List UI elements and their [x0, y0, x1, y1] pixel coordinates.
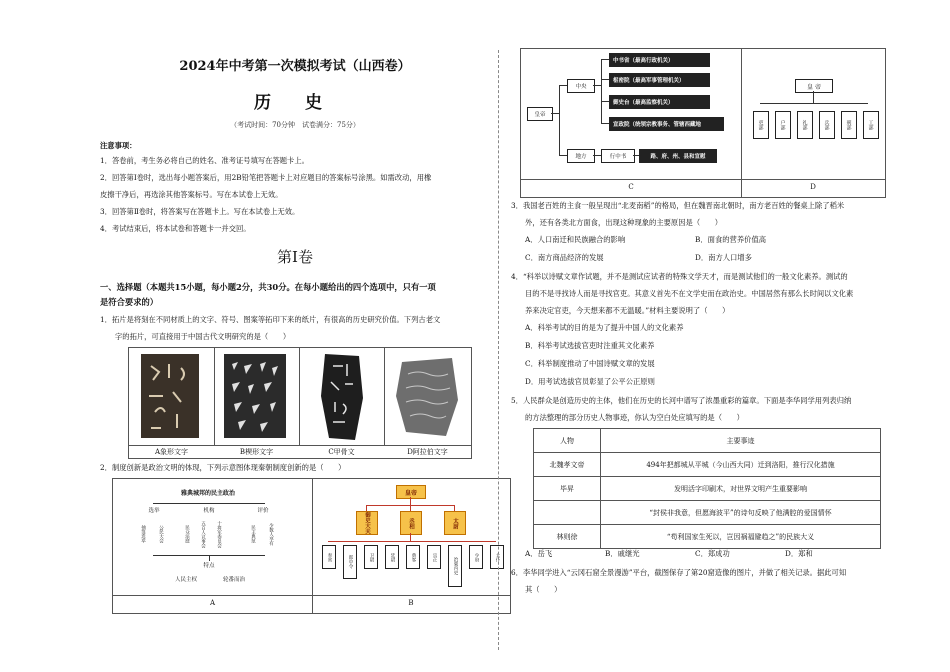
table-row — [534, 477, 881, 501]
q3-option-d[interactable]: D．南方人口增多 — [695, 253, 752, 262]
diagram-d-ministry: 吏部 — [753, 111, 769, 139]
q1-stem: 1．拓片是将刻在不同材质上的文字、符号、图案等拓印下来的纸片，有很高的历史研究价值。下列古老文 — [100, 315, 441, 324]
q1-option-d[interactable]: D阿拉伯文字 — [407, 448, 448, 456]
q1-stem-cont: 字的拓片，可直接用于中国古代文明研究的是（ ） — [115, 332, 291, 341]
pictograph-rubbing-icon — [129, 348, 214, 445]
diagram-d-ministry: 户部 — [775, 111, 791, 139]
table-cell: 北魏孝文帝 — [534, 453, 601, 477]
table-cell: 毕昇 — [534, 477, 601, 501]
q5-table — [533, 428, 881, 549]
exam-title: 2024年中考第一次模拟考试（山西卷） — [179, 59, 411, 74]
q1-option-c[interactable]: C甲骨文 — [328, 448, 355, 456]
q4-option-a[interactable]: A．科举考试的目的是为了提升中国人的文化素养 — [525, 323, 684, 332]
q5-option-d[interactable]: D．郑和 — [785, 549, 813, 558]
diagram-c-root: 皇帝 — [527, 107, 553, 121]
yuan-administration-diagram — [521, 49, 741, 179]
table-header: 主要事迹 — [601, 429, 881, 453]
q1-option-a[interactable]: A象形文字 — [154, 448, 189, 456]
diagram-a-col: 少数人享有 — [267, 519, 274, 549]
diagram-b-mid: 御史大夫 — [356, 511, 378, 535]
table-cell-blank — [534, 501, 601, 525]
branch-label: 机构 — [201, 506, 217, 514]
q6-stem-cont: 其（ ） — [525, 585, 562, 594]
q1-image-a — [129, 348, 215, 445]
column-divider — [498, 50, 499, 650]
table-cell: “封侯非我意，但愿海波平”的诗句反映了他满腔的爱国情怀 — [601, 501, 881, 525]
exam-info: （考试时间：70分钟 试卷满分：75分） — [230, 121, 360, 129]
part-one-title: 第Ⅰ卷 — [277, 248, 313, 266]
diagram-b-top: 皇帝 — [396, 485, 426, 499]
diagram-b-official: 宗正 — [427, 545, 441, 569]
diagram-c-organ: 枢密院（最高军事管理机关） — [609, 73, 710, 87]
q3-stem: 3．我国老百姓的主食一般呈现出“北麦南稻”的格局，但在魏晋南北朝时，南方老百姓的餐桌上除了稻米 — [511, 201, 845, 210]
branch-label: 评价 — [255, 506, 271, 514]
diagram-b-official: 奉常 — [322, 545, 336, 569]
q1-image-c — [299, 348, 385, 445]
athens-democracy-diagram — [113, 479, 312, 595]
q4-option-b[interactable]: B．科举考试选拔官吏时注重其文化素养 — [525, 341, 655, 350]
note-item: 4．考试结束后，将本试卷和答题卡一并交回。 — [100, 224, 251, 233]
diagram-a-title: 雅典城邦的民主政治 — [168, 487, 248, 498]
q2-option-c[interactable]: C — [628, 183, 634, 191]
table-cell: 林则徐 — [534, 525, 601, 549]
diagram-a-col: 民主典范 — [249, 519, 256, 549]
diagram-a-bottom: 人民主权 — [171, 575, 201, 583]
section-heading: 一、选择题（本题共15小题，每小题2分，共30分。在每小题给出的四个选项中，只有一项 — [100, 282, 436, 292]
q5-stem-cont: 的方法整理的部分历史人物事迹，你认为空白处应填写的是（ ） — [525, 413, 744, 422]
diagram-c-province: 行中书 — [601, 149, 635, 163]
q5-stem: 5．人民群众是创造历史的主体，他们在历史的长河中谱写了浓墨重彩的篇章。下面是李华同学用列表归纳 — [511, 396, 852, 405]
diagram-c-local: 地方 — [567, 149, 595, 163]
diagram-b-official: 太仆 — [490, 545, 504, 569]
table-cell: 发明活字印刷术，对世界文明产生重要影响 — [601, 477, 881, 501]
note-item: 1．答卷前，考生务必将自己的姓名、准考证号填写在答题卡上。 — [100, 156, 309, 165]
diagram-c-subunits: 路、府、州、县和宣慰 — [639, 149, 717, 163]
q1-image-d — [384, 348, 471, 445]
q2-diagram-cd — [520, 48, 886, 198]
diagram-b-official: 少府 — [469, 545, 483, 569]
table-header-row — [534, 429, 881, 453]
note-item: 3．回答第Ⅱ卷时，将答案写在答题卡上。写在本试卷上无效。 — [100, 207, 300, 216]
diagram-d-ministry: 刑部 — [841, 111, 857, 139]
table-row — [534, 501, 881, 525]
oracle-bone-rubbing-icon — [299, 348, 384, 445]
diagram-a-col: 五百人议事会 — [200, 520, 206, 548]
q5-option-b[interactable]: B．戚继光 — [605, 549, 640, 558]
diagram-b-mid: 太尉 — [444, 511, 466, 535]
diagram-b-official: 廷尉 — [385, 545, 399, 569]
q2-diagram-ab — [112, 478, 511, 614]
q4-stem-cont: 目的不是寻找诗人而是寻找官吏。其意义首先不在文学史而在政治史。中国居然有那么长时间以文化素 — [525, 289, 854, 298]
table-cell: “苟利国家生死以，岂因祸福避趋之”的民族大义 — [601, 525, 881, 549]
diagram-a-bottom: 轮番而治 — [219, 575, 249, 583]
q2-stem: 2．制度创新是政治文明的体现，下列示意图体现秦朝制度创新的是（ ） — [100, 463, 346, 472]
qin-central-system-diagram — [312, 479, 510, 595]
q1-image-b — [214, 348, 300, 445]
diagram-b-official: 典客 — [406, 545, 420, 569]
table-row — [534, 453, 881, 477]
diagram-b-official: 治粟内史 — [448, 545, 462, 587]
q5-option-a[interactable]: A．岳飞 — [525, 549, 553, 558]
diagram-a-center: 特点 — [199, 561, 219, 569]
q6-stem: 6．李华同学进入“云冈石窟全景漫游”平台，截图保存了第20窟造像的图片，并做了相关记录。据此可知 — [511, 568, 847, 577]
q3-stem-cont: 外，还有各类北方面食，出现这种现象的主要原因是（ ） — [525, 218, 723, 227]
section-heading-cont: 是符合要求的） — [100, 297, 159, 307]
diagram-a-col: 民众法庭 — [183, 519, 190, 549]
diagram-d-top: 皇 帝 — [795, 79, 833, 93]
q4-stem: 4．“科举以诗赋文章作试题，并不是测试应试者的特殊文学天才，而是测试他们的一般文化素养。测试的 — [511, 272, 848, 281]
diagram-c-center: 中央 — [567, 79, 595, 93]
diagram-b-official: 郎中令 — [343, 545, 357, 579]
table-row — [534, 525, 881, 549]
q3-option-b[interactable]: B．面食的营养价值高 — [695, 235, 767, 244]
table-header: 人物 — [534, 429, 601, 453]
table-cell: 494年把都城从平城（今山西大同）迁到洛阳，推行汉化措施 — [601, 453, 881, 477]
diagram-c-organ: 御史台（最高监察机关） — [609, 95, 710, 109]
q2-option-b[interactable]: B — [408, 599, 414, 607]
diagram-a-col: 公民大会 — [157, 519, 164, 549]
diagram-b-mid: 丞相 — [400, 511, 422, 535]
q2-option-a[interactable]: A — [209, 599, 216, 607]
arabic-script-rubbing-icon — [384, 348, 471, 445]
q4-stem-cont: 养来决定官吏，今天想来都不无温暖。”材料主要说明了（ ） — [525, 306, 730, 315]
q2-option-d[interactable]: D — [810, 183, 816, 191]
diagram-d-ministry: 礼部 — [797, 111, 813, 139]
diagram-d-ministry: 工部 — [863, 111, 879, 139]
q5-option-c[interactable]: C．郑成功 — [695, 549, 730, 558]
diagram-b-official: 卫尉 — [364, 545, 378, 569]
ming-six-ministries-diagram — [741, 49, 885, 179]
q4-option-d[interactable]: D．用考试选拔官员彰显了公平公正原则 — [525, 377, 655, 386]
diagram-c-organ: 宣政院（统领宗教事务、管辖西藏地 — [609, 117, 724, 131]
q3-option-c[interactable]: C．南方商品经济的发展 — [525, 253, 604, 262]
diagram-a-col: 抽签选举 — [139, 519, 146, 549]
diagram-a-col: 十将军委员会 — [216, 520, 222, 548]
q3-option-a[interactable]: A．人口南迁和民族融合的影响 — [525, 235, 626, 244]
diagram-c-organ: 中书省（最高行政机关） — [609, 53, 710, 67]
q1-image-table — [128, 347, 472, 459]
subject-title: 历 史 — [254, 93, 336, 113]
note-item: 2．回答第Ⅰ卷时，选出每小题答案后，用2B铅笔把答题卡上对应题目的答案标号涂黑。如需改动，用橡 — [100, 173, 432, 182]
cuneiform-rubbing-icon — [214, 348, 299, 445]
branch-label: 选举 — [146, 506, 162, 514]
q4-option-c[interactable]: C．科举制度推动了中国诗赋文章的发展 — [525, 359, 655, 368]
diagram-d-ministry: 兵部 — [819, 111, 835, 139]
q1-option-b[interactable]: B楔形文字 — [239, 448, 274, 456]
note-item: 皮擦干净后，再选涂其他答案标号。写在本试卷上无效。 — [100, 190, 283, 199]
notes-heading: 注意事项： — [100, 141, 137, 150]
